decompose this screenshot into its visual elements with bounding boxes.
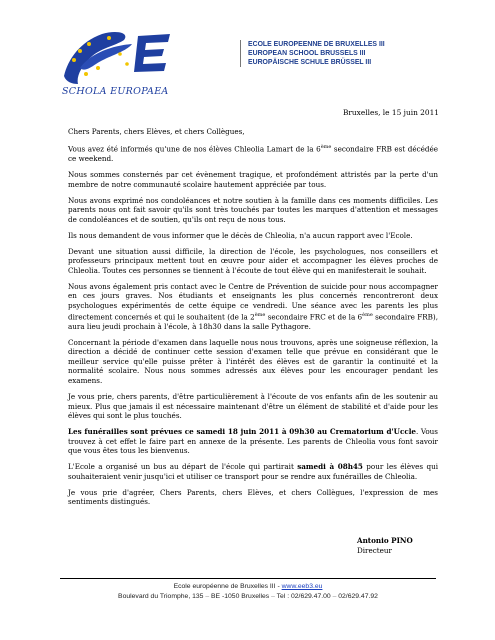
paragraph-4: Ils nous demandent de vous informer que le décès de Chleolia, n'a aucun rapport avec l'Ecole. xyxy=(68,230,413,240)
footer-line-1: Ecole européenne de Bruxelles III - www.eeb3.eu xyxy=(173,583,323,590)
paragraph-5: Devant une situation aussi difficile, la direction de l'école, les psychologues, nos conseillers et professeurs principaux mettent tout en œuvre pour aider et accompagner les élèves proches de Chleolia. Toutes ces personnes se tiennent à l'écoute de tout élève qui en manifesterait le souhait. xyxy=(68,246,438,275)
signatory-name: Antonio PINO xyxy=(357,536,413,545)
signatory-title: Directeur xyxy=(357,546,392,555)
schola-europaea-logo xyxy=(60,24,185,102)
website-link[interactable]: www.eeb3.eu xyxy=(281,583,323,590)
logo-wordmark: SCHOLA EUROPAEA xyxy=(62,86,169,97)
footer-divider xyxy=(60,578,436,579)
school-name-en: EUROPEAN SCHOOL BRUSSELS III xyxy=(248,50,366,57)
paragraph-8: Je vous prie, chers parents, d'être particulièrement à l'écoute de vos enfants afin de les soutenir au mieux. Plus que jamais il est nécessaire maintenant d'être un élément de stabilité et d'aide pour les élèves qui sont le plus touchés. xyxy=(68,391,438,421)
paragraph-1: Vous avez été informés qu'une de nos élèves Chleolia Lamart de la 6ème secondaire FRB est décédée ce weekend. xyxy=(68,143,438,163)
paragraph-6: Nous avons également pris contact avec le Centre de Prévention de suicide pour nous accompagner en ces jours graves. Nos étudiants et enseignants les plus concernés rencontreront deux psychologues expérimentés de cette équipe ce vendredi. Une séance avec les parents les plus directement concernés et qui le souhaitent (de la 2ème secondaire FRC et de la 6ème secondaire FRB), aura lieu jeudi prochain à l'école, à 18h30 dans la salle Pythagore. xyxy=(68,281,438,331)
letter-date: Bruxelles, le 15 juin 2011 xyxy=(342,108,439,117)
signature-block xyxy=(357,536,413,556)
school-name-fr: ECOLE EUROPEENNE DE BRUXELLES III xyxy=(248,41,385,48)
paragraph-9: Les funérailles sont prévues ce samedi 18 juin 2011 à 09h30 au Crematorium d'Uccle. Vous trouvez à cet effet le faire part en annexe de la présente. Les parents de Chleolia vous font savoir que vous êtes tous les bienvenus. xyxy=(68,427,439,456)
school-name-de: EUROPÄISCHE SCHULE BRÜSSEL III xyxy=(248,59,372,66)
funeral-announcement: Les funérailles sont prévues ce samedi 18 juin 2011 à 09h30 au Crematorium d'Uccle xyxy=(68,427,417,437)
footer xyxy=(60,582,436,602)
salutation: Chers Parents, chers Elèves, et chers Collègues, xyxy=(68,127,245,136)
footer-city: BE -1050 Bruxelles xyxy=(211,593,270,600)
paragraph-10: L'Ecole a organisé un bus au départ de l'école qui partirait samedi à 08h45 pour les élèves qui souhaiteraient venir jusqu'ici et utiliser ce transport pour se rendre aux funérailles de Chleolia. xyxy=(68,462,439,481)
footer-line-2: Boulevard du Triomphe, 135 – BE -1050 Bruxelles – Tel : 02/629.47.00 – 02/629.47.92 xyxy=(118,593,378,600)
footer-fax: 02/629.47.92 xyxy=(338,593,378,600)
bus-time: samedi à 08h45 xyxy=(297,462,363,472)
closing-paragraph: Je vous prie d'agréer, Chers Parents, chers Elèves, et chers Collègues, l'expression de mes sentiments distingués. xyxy=(68,487,438,507)
footer-address: Boulevard du Triomphe, 135 xyxy=(118,593,204,600)
footer-phone: Tel : 02/629.47.00 xyxy=(276,593,331,600)
school-name-block xyxy=(240,40,385,67)
letter-body xyxy=(68,127,438,513)
paragraph-3: Nous avons exprimé nos condoléances et notre soutien à la famille dans ces moments difficiles. Les parents nous ont fait savoir qu'ils sont très touchés par toutes les marques d'attention et messages de condoléances et de soutien, qu'ils ont reçu de nous tous. xyxy=(68,195,438,224)
paragraph-7: Concernant la période d'examen dans laquelle nous nous trouvons, après une soigneuse réflexion, la direction a décidé de continuer cette session d'examen telle que prévue en considérant que le meilleur service qu'elle puisse prêter à l'intérêt des élèves est de garantir la continuité et la normalité scolaire. Nous nous sommes adressés aux élèves pour les encourager pendant les examens. xyxy=(68,337,438,385)
logo-e-shape xyxy=(134,34,170,72)
paragraph-2: Nous sommes consternés par cet évènement tragique, et profondément attristés par la perte d'un membre de notre communauté scolaire hautement appréciée par tous. xyxy=(68,169,438,189)
